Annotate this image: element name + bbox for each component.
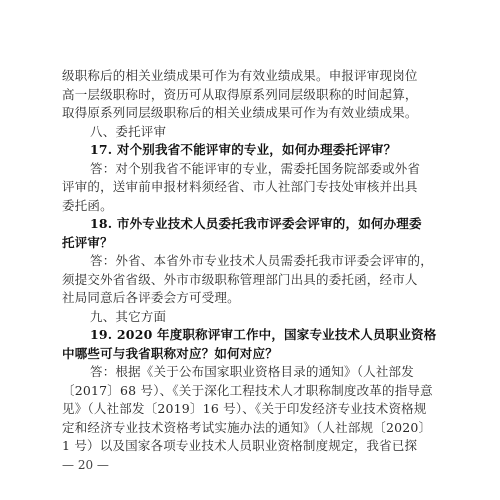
- text-line: 社局同意后各评委会方可受理。: [62, 290, 240, 305]
- text-line: 答：根据《关于公布国家职业资格目录的通知》（人社部发: [90, 364, 414, 379]
- text-line: 答：外省、本省外市专业技术人员需委托我市评委会评审的，: [90, 253, 433, 268]
- question-heading: 17. 对个别我省不能评审的专业，如何办理委托评审？: [90, 142, 397, 157]
- text-line: 须提交外省省级、外市市级职称管理部门出具的委托函，经市人: [62, 272, 418, 287]
- text-line: 见》（人社部发〔2019〕16 号）、《关于印发经济专业技术资格规: [62, 401, 427, 416]
- text-line: 九、其它方面: [90, 309, 167, 324]
- question-heading: 中哪些可与我省职称对应？如何对应？: [62, 346, 278, 361]
- question-heading: 18. 市外专业技术人员委托我市评委会评审的，如何办理委: [90, 216, 422, 231]
- text-line: 委托函。: [62, 198, 113, 213]
- text-line: 高一层级职称时，资历可从取得原系列同层级职称的时间起算，: [62, 87, 418, 102]
- question-heading: 托评审？: [62, 235, 113, 250]
- text-line: 答：对个别我省不能评审的专业，需委托国务院部委或外省: [90, 161, 421, 176]
- page-number: — 20 —: [62, 458, 109, 472]
- text-line: 评审的，送审前申报材料须经省、市人社部门专技处审核并出具: [62, 179, 418, 194]
- question-heading: 19. 2020 年度职称评审工作中，国家专业技术人员职业资格: [90, 327, 437, 342]
- text-line: 定和经济专业技术资格考试实施办法的通知》（人社部规〔2020〕: [62, 420, 432, 435]
- text-line: 1 号）以及国家各项专业技术人员职业资格制度规定，我省已探: [62, 438, 418, 453]
- text-line: 级职称后的相关业绩成果可作为有效业绩成果。申报评审现岗位: [62, 68, 418, 83]
- text-line: 〔2017〕68 号）、《关于深化工程技术人才职称制度改革的指导意: [62, 383, 433, 398]
- text-line: 取得原系列同层级职称后的相关业绩成果可作为有效业绩成果。: [62, 105, 418, 120]
- text-line: 八、委托评审: [90, 124, 167, 139]
